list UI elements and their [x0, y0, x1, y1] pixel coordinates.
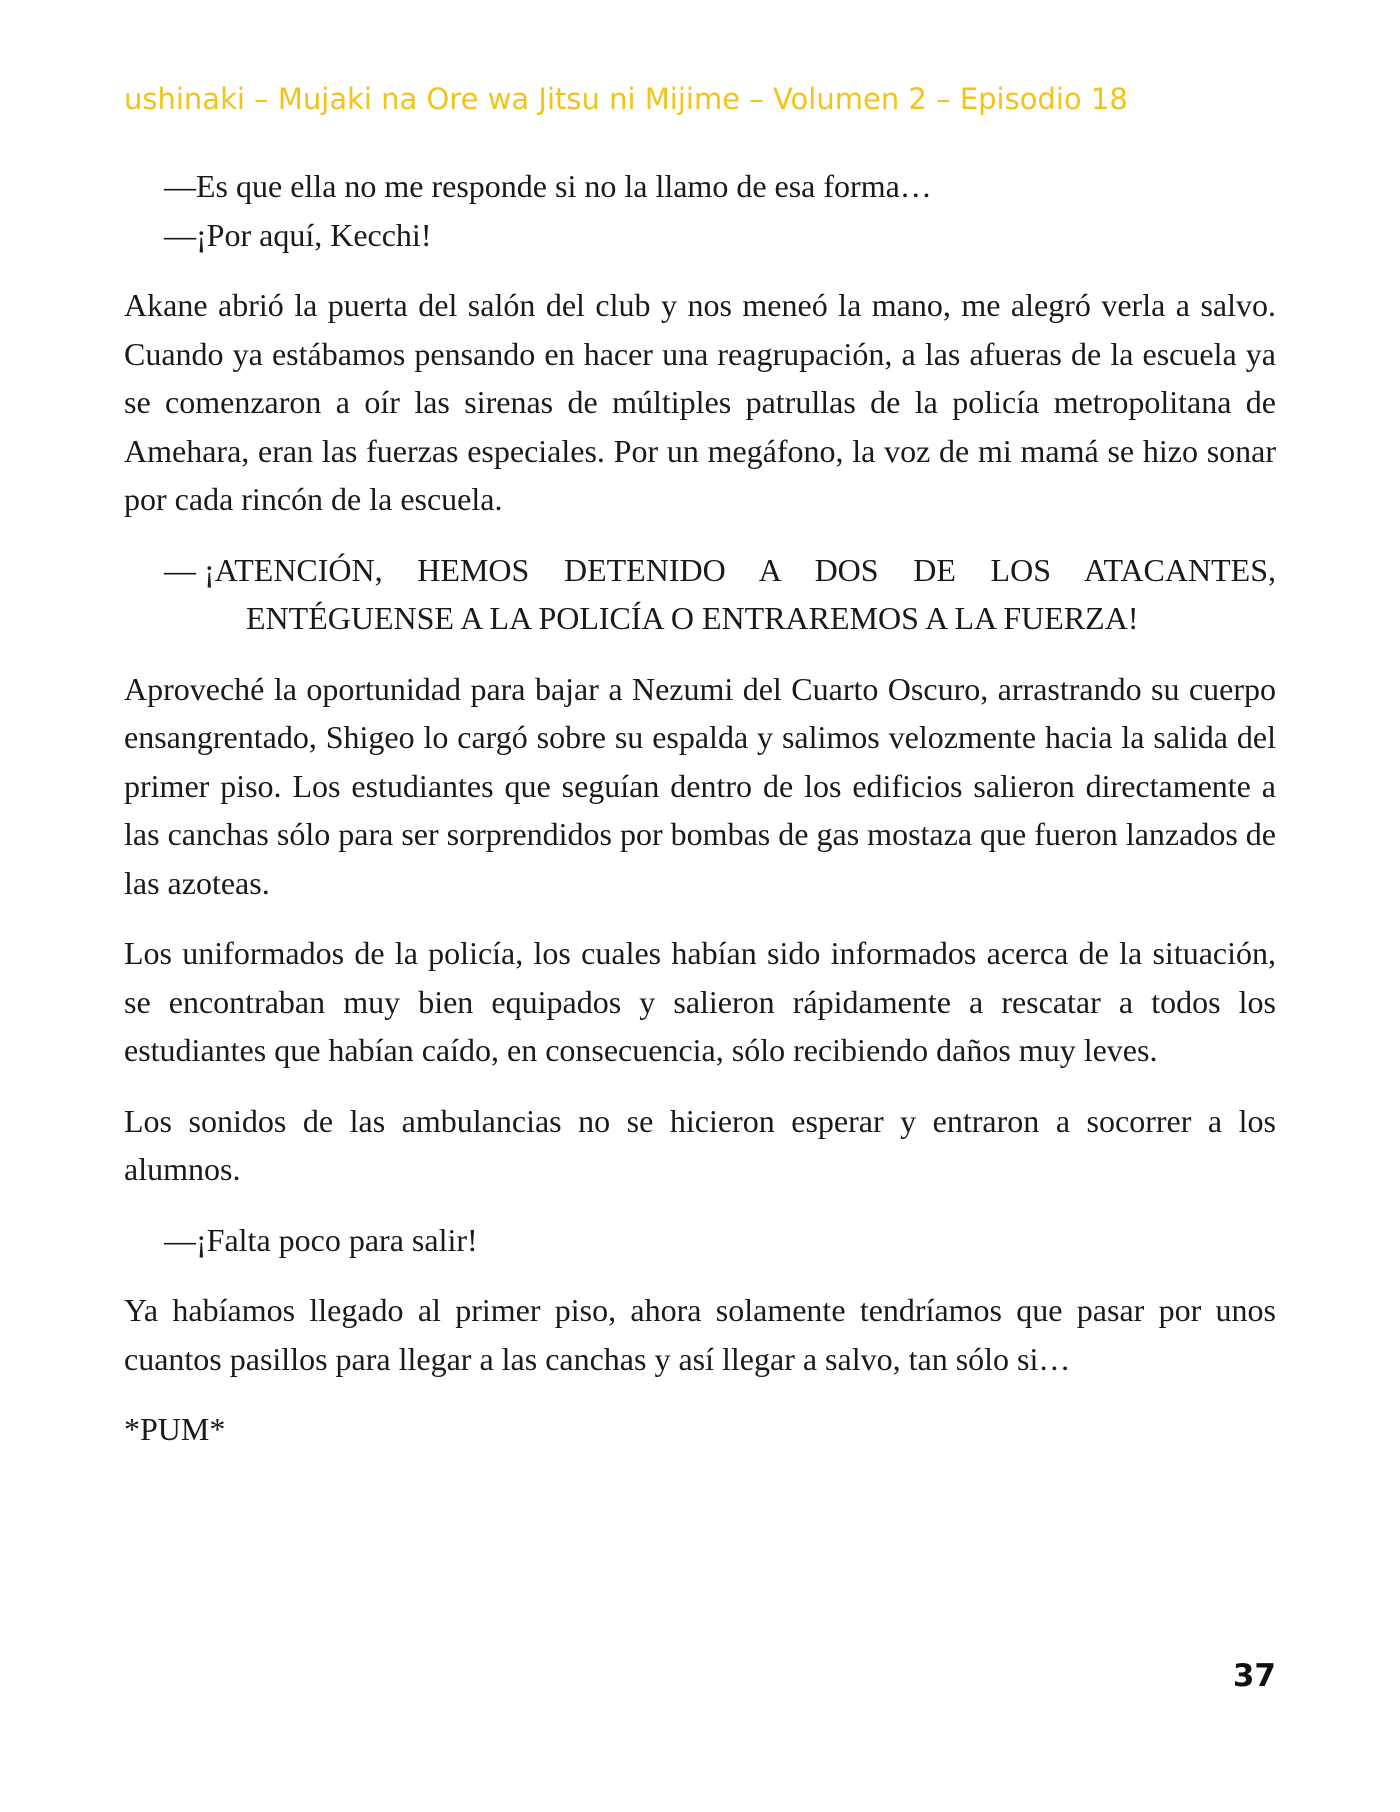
- document-page: [124, 0, 1276, 1812]
- paragraph: Akane abrió la puerta del salón del club y nos meneó la mano, me alegró verla a salvo. Cuando ya estábamos pensando en hacer una reagrupación, a las afueras de la escuela ya se comenzaron a oír las sirenas de múltiples patrullas de la policía metropolitana de Amehara, eran las fuerzas especiales. Por un megáfono, la voz de mi mamá se hizo sonar por cada rincón de la escuela.: [124, 287, 1276, 517]
- dialogue-line: —¡Por aquí, Kecchi!: [164, 216, 432, 253]
- body-text: [124, 162, 1276, 1476]
- dialogue-line: —Es que ella no me responde si no la llamo de esa forma…: [164, 168, 932, 204]
- sound-effect: *PUM*: [124, 1411, 226, 1447]
- page-number: 37: [1232, 1658, 1276, 1694]
- paragraph: Ya habíamos llegado al primer piso, ahora solamente tendríamos que pasar por unos cuantos pasillos para llegar a las canchas y así llegar a salvo, tan sólo si…: [124, 1292, 1276, 1377]
- running-header: ushinaki – Mujaki na Ore wa Jitsu ni Mijime – Volumen 2 – Episodio 18: [124, 82, 1128, 116]
- paragraph: Aproveché la oportunidad para bajar a Nezumi del Cuarto Oscuro, arrastrando su cuerpo ensangrentado, Shigeo lo cargó sobre su espalda y salimos velozmente hacia la salida del primer piso. Los estudiantes que seguían dentro de los edificios salieron directamente a las canchas sólo para ser sorprendidos por bombas de gas mostaza que fueron lanzados de las azoteas.: [124, 670, 1276, 901]
- paragraph: Los sonidos de las ambulancias no se hicieron esperar y entraron a socorrer a los alumnos.: [124, 1102, 1276, 1187]
- paragraph: Los uniformados de la policía, los cuales habían sido informados acerca de la situación, se encontraban muy bien equipados y salieron rápidamente a rescatar a todos los estudiantes que habían caído, en consecuencia, sólo recibiendo daños muy leves.: [124, 935, 1276, 1068]
- dialogue-line: —¡Falta poco para salir!: [164, 1221, 478, 1258]
- dialogue-shout-text: ¡ATENCIÓN, HEMOS DETENIDO A DOS DE LOS ATACANTES, ENTÉGUENSE A LA POLICÍA O ENTRAREMOS A LA FUERZA!: [204, 551, 1276, 636]
- dialogue-dash: —: [164, 551, 196, 588]
- dialogue-shout: [164, 546, 1276, 643]
